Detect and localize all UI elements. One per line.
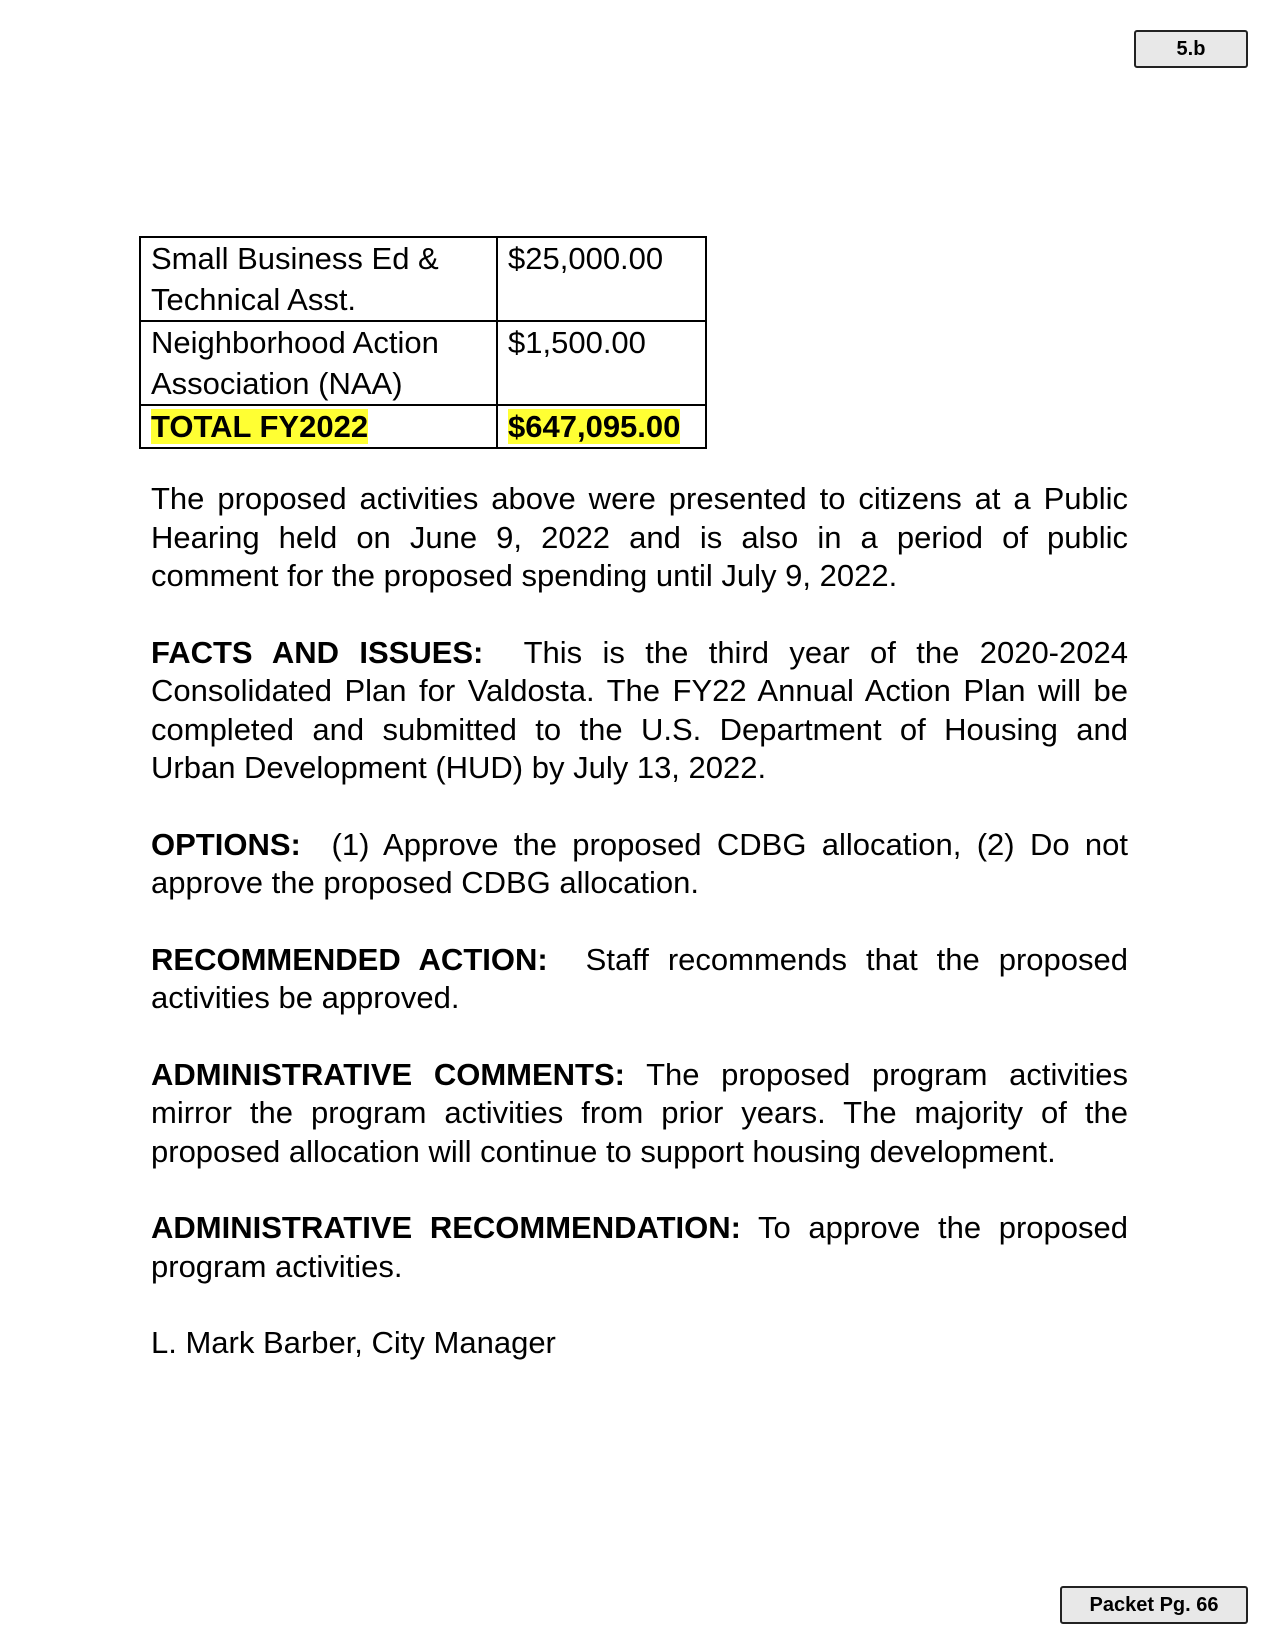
options-text: (1) Approve the proposed CDBG allocation, (2) Do not approve the proposed CDBG allocation. [151, 826, 1128, 900]
table-row [140, 321, 706, 405]
row-label: Neighborhood Action Association (NAA) [140, 321, 497, 405]
facts-text: This is the third year of the 2020-2024 Consolidated Plan for Valdosta. The FY22 Annual Action Plan will be completed and submitted to the U.S. Department of Housing and Urban Development (HUD) by July 13, 2022. [151, 634, 1128, 785]
admin-comments-paragraph [151, 1056, 1128, 1172]
recommended-heading: RECOMMENDED ACTION: [151, 941, 548, 977]
packet-page-tag: Packet Pg. 66 [1060, 1586, 1248, 1624]
admin-comments-text: The proposed program activities mirror the program activities from prior years. The majority of the proposed allocation will continue to support housing development. [151, 1056, 1129, 1169]
table-row [140, 237, 706, 321]
agenda-item-tag: 5.b [1134, 30, 1248, 68]
facts-heading: FACTS AND ISSUES: [151, 634, 484, 670]
admin-recommendation-heading: ADMINISTRATIVE RECOMMENDATION: [151, 1210, 741, 1245]
total-label-cell [140, 405, 497, 448]
total-label: TOTAL FY2022 [151, 409, 369, 444]
admin-recommendation-paragraph [151, 1209, 1128, 1286]
row-amount: $1,500.00 [497, 321, 706, 405]
recommended-paragraph [151, 941, 1128, 1018]
admin-recommendation-text: To approve the proposed program activities. [151, 1210, 1129, 1284]
budget-table [139, 236, 707, 449]
memo-body [151, 480, 1128, 1363]
total-amount-cell [497, 405, 706, 448]
admin-comments-heading: ADMINISTRATIVE COMMENTS: [151, 1056, 625, 1092]
row-label: Small Business Ed & Technical Asst. [140, 237, 497, 321]
options-paragraph [151, 826, 1128, 903]
signature: L. Mark Barber, City Manager [151, 1325, 556, 1360]
total-amount: $647,095.00 [508, 409, 681, 444]
intro-paragraph: The proposed activities above were presented to citizens at a Public Hearing held on June 9, 2022 and is also in a period of public comment for the proposed spending until July 9, 2022. [151, 481, 1128, 593]
options-heading: OPTIONS: [151, 826, 301, 862]
row-amount: $25,000.00 [497, 237, 706, 321]
recommended-text: Staff recommends that the proposed activities be approved. [151, 941, 1128, 1015]
facts-paragraph [151, 634, 1128, 788]
table-total-row [140, 405, 706, 448]
